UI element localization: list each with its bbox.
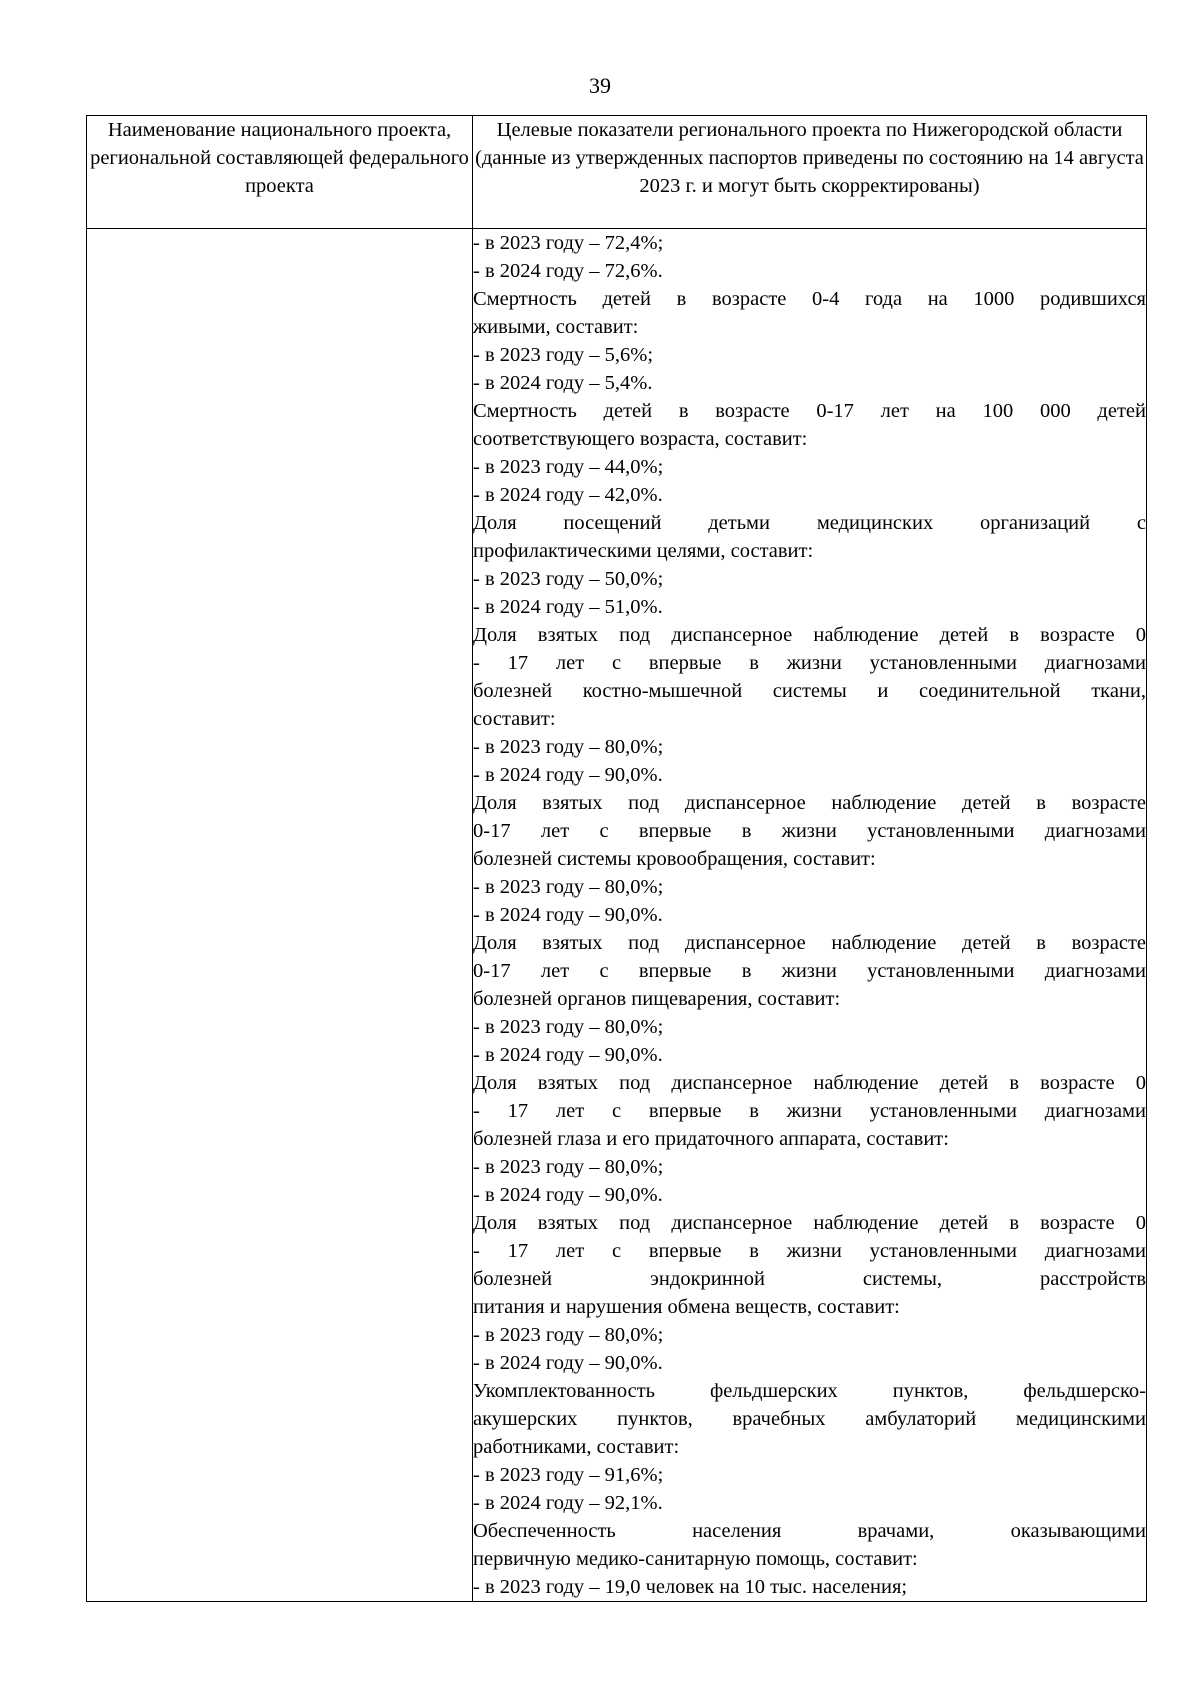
- text-line: Доля взятых под диспансерное наблюдение детей в возрасте 0: [473, 1072, 1146, 1094]
- text-line: составит:: [473, 708, 556, 730]
- text-line: - в 2023 году – 80,0%;: [473, 736, 664, 758]
- text-line: соответствующего возраста, составит:: [473, 428, 808, 450]
- text-line: - в 2024 году – 51,0%.: [473, 596, 663, 618]
- text-line: - в 2024 году – 5,4%.: [473, 372, 653, 394]
- text-line: - в 2023 году – 80,0%;: [473, 1324, 664, 1346]
- text-line: - в 2023 году – 5,6%;: [473, 344, 654, 366]
- text-line: питания и нарушения обмена веществ, составит:: [473, 1296, 900, 1318]
- text-line: Доля взятых под диспансерное наблюдение детей в возрасте 0: [473, 1212, 1146, 1234]
- text-line: - в 2023 году – 80,0%;: [473, 1156, 664, 1178]
- text-line: работниками, составит:: [473, 1436, 680, 1458]
- text-line: первичную медико-санитарную помощь, составит:: [473, 1548, 918, 1570]
- text-line: - 17 лет с впервые в жизни установленными диагнозами: [473, 1100, 1146, 1122]
- text-line: - в 2023 году – 44,0%;: [473, 456, 664, 478]
- text-line: - в 2023 году – 80,0%;: [473, 876, 664, 898]
- table-row: [87, 229, 1147, 1602]
- text-line: - в 2024 году – 92,1%.: [473, 1492, 663, 1514]
- text-line: - в 2024 году – 90,0%.: [473, 904, 663, 926]
- text-line: - в 2024 году – 90,0%.: [473, 1184, 663, 1206]
- header-target-indicators: Целевые показатели регионального проекта по Нижегородской области (данные из утвержденных паспортов приведены по состоянию на 14 августа 2023 г. и могут быть скорректированы): [473, 116, 1147, 229]
- indicator-lines: [473, 229, 1146, 1601]
- text-line: 0-17 лет с впервые в жизни установленными диагнозами: [473, 960, 1146, 982]
- indicators-cell: [473, 229, 1147, 1602]
- table-header-row: [87, 116, 1147, 229]
- text-line: Смертность детей в возрасте 0-17 лет на 100 000 детей: [473, 400, 1146, 422]
- text-line: живыми, составит:: [473, 316, 639, 338]
- text-line: - 17 лет с впервые в жизни установленными диагнозами: [473, 1240, 1146, 1262]
- text-line: - в 2024 году – 42,0%.: [473, 484, 663, 506]
- text-line: Смертность детей в возрасте 0-4 года на 1000 родившихся: [473, 288, 1146, 310]
- text-line: профилактическими целями, составит:: [473, 540, 814, 562]
- text-line: - в 2023 году – 19,0 человек на 10 тыс. населения;: [473, 1576, 908, 1598]
- text-line: акушерских пунктов, врачебных амбулаторий медицинскими: [473, 1408, 1146, 1430]
- text-line: болезней органов пищеварения, составит:: [473, 988, 841, 1010]
- text-line: Доля взятых под диспансерное наблюдение детей в возрасте: [473, 792, 1146, 814]
- project-name-cell: [87, 229, 473, 1602]
- text-line: - в 2023 году – 72,4%;: [473, 232, 664, 254]
- text-line: Укомплектованность фельдшерских пунктов, фельдшерско-: [473, 1380, 1146, 1402]
- text-line: - в 2024 году – 72,6%.: [473, 260, 663, 282]
- text-line: болезней глаза и его придаточного аппарата, составит:: [473, 1128, 949, 1150]
- indicators-table: [86, 115, 1147, 1602]
- text-line: болезней эндокринной системы, расстройств: [473, 1268, 1146, 1290]
- text-line: - в 2023 году – 91,6%;: [473, 1464, 664, 1486]
- header-project-name: Наименование национального проекта, региональной составляющей федерального проекта: [87, 116, 473, 229]
- text-line: болезней костно-мышечной системы и соединительной ткани,: [473, 680, 1146, 702]
- text-line: 0-17 лет с впервые в жизни установленными диагнозами: [473, 820, 1146, 842]
- text-line: - в 2024 году – 90,0%.: [473, 1352, 663, 1374]
- text-line: - в 2023 году – 50,0%;: [473, 568, 664, 590]
- text-line: болезней системы кровообращения, составит:: [473, 848, 876, 870]
- text-line: - в 2024 году – 90,0%.: [473, 764, 663, 786]
- text-line: - в 2023 году – 80,0%;: [473, 1016, 664, 1038]
- text-line: Доля взятых под диспансерное наблюдение детей в возрасте 0: [473, 624, 1146, 646]
- text-line: - в 2024 году – 90,0%.: [473, 1044, 663, 1066]
- page-number: 39: [589, 73, 611, 98]
- text-line: - 17 лет с впервые в жизни установленными диагнозами: [473, 652, 1146, 674]
- text-line: Доля посещений детьми медицинских организаций с: [473, 512, 1146, 534]
- text-line: Доля взятых под диспансерное наблюдение детей в возрасте: [473, 932, 1146, 954]
- text-line: Обеспеченность населения врачами, оказывающими: [473, 1520, 1146, 1542]
